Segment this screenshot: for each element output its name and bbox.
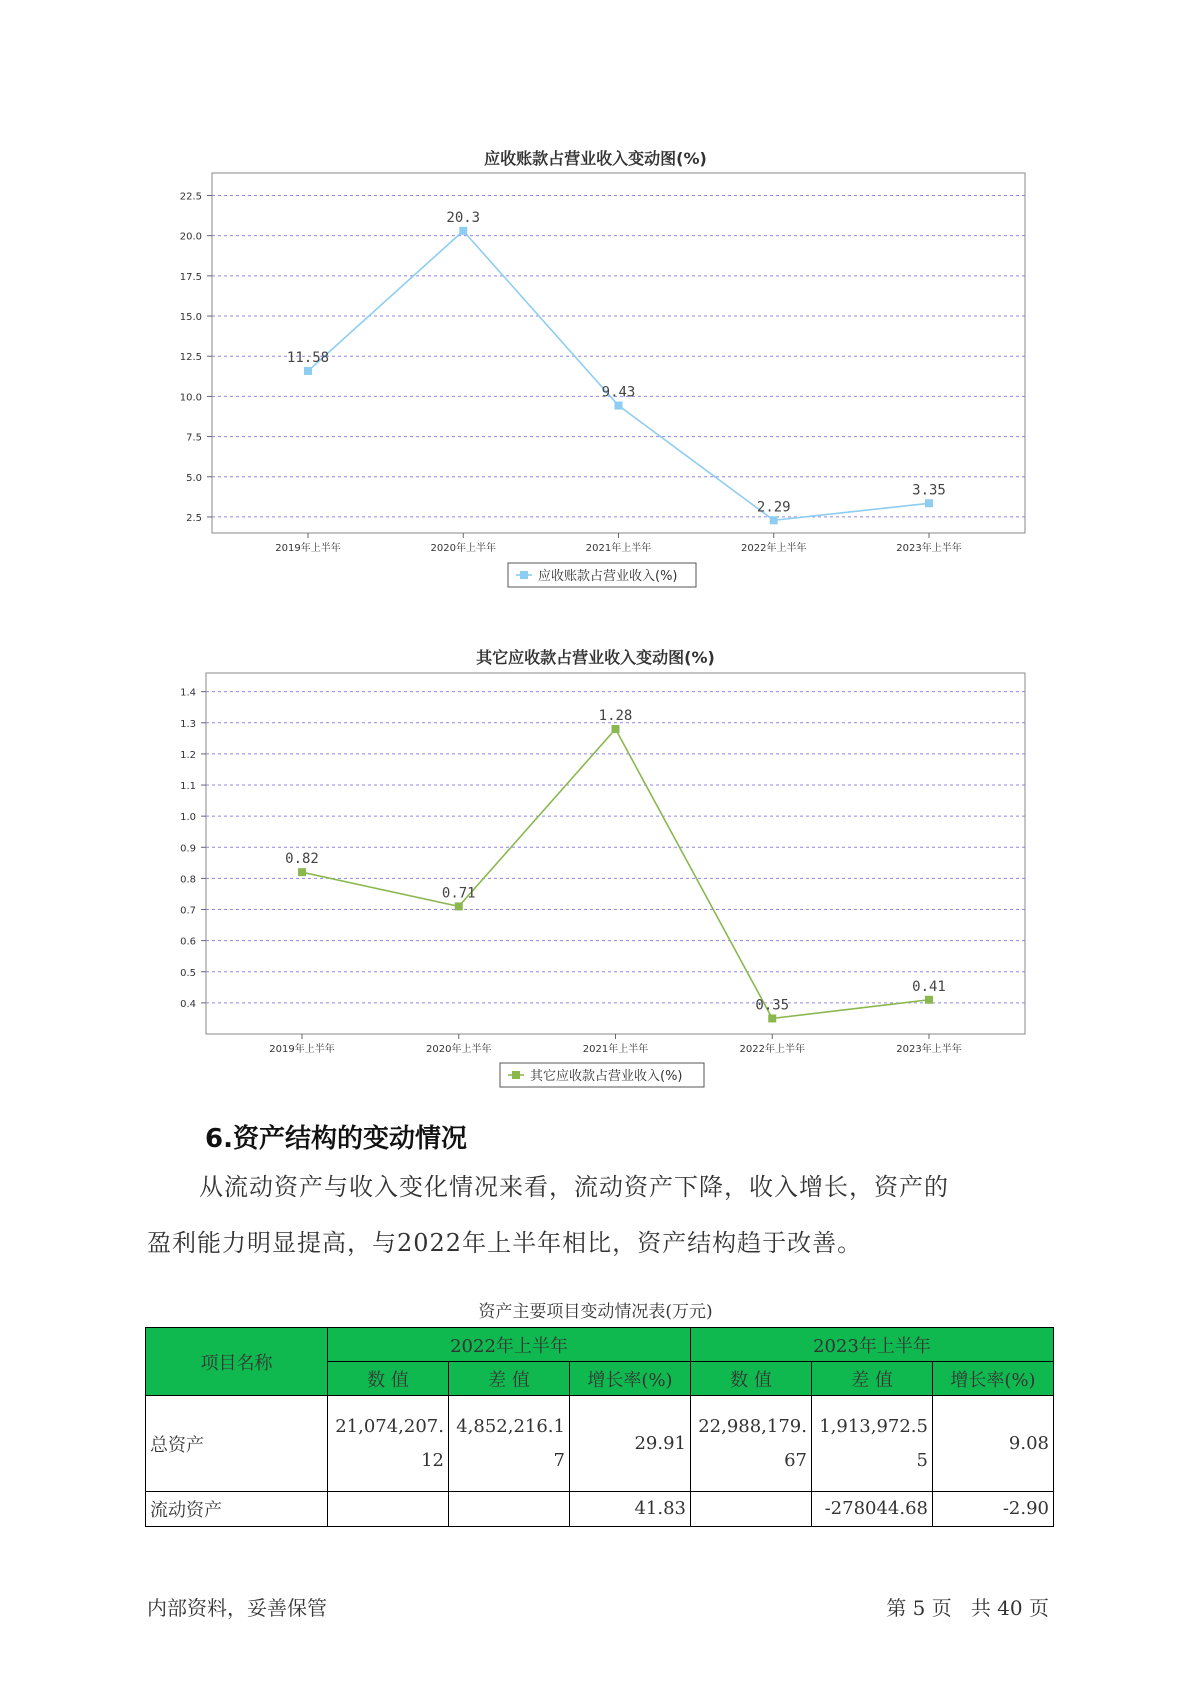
- legend-label: 应收账款占营业收入(%): [538, 569, 678, 584]
- data-label: 9.43: [601, 384, 636, 401]
- header-rate-2023: 增长率(%): [933, 1362, 1054, 1396]
- cell-rate-2022: 41.83: [570, 1492, 691, 1527]
- y-tick-label: 2.5: [186, 512, 202, 524]
- header-diff-2023: 差 值: [812, 1362, 933, 1396]
- paragraph-line-1: 从流动资产与收入变化情况来看，流动资产下降，收入增长，资产的: [199, 1173, 949, 1201]
- data-label: 0.82: [285, 851, 319, 868]
- y-tick-label: 1.4: [180, 687, 196, 699]
- header-rate-2022: 增长率(%): [570, 1362, 691, 1396]
- row-name: 总资产: [146, 1396, 328, 1492]
- y-tick-label: 10.0: [179, 392, 202, 404]
- y-tick-label: 1.2: [180, 749, 196, 761]
- paragraph-line-2: 盈利能力明显提高，与2022年上半年相比，资产结构趋于改善。: [147, 1229, 863, 1257]
- data-label: 11.58: [286, 350, 330, 366]
- header-group-2022: 2022年上半年: [328, 1328, 691, 1362]
- y-tick-label: 12.5: [179, 352, 202, 364]
- cell-diff-2023: -278044.68: [812, 1492, 933, 1527]
- y-tick-label: 0.6: [180, 936, 196, 948]
- header-value-2023: 数 值: [691, 1362, 812, 1396]
- legend-marker: [512, 1071, 520, 1079]
- x-tick-label: 2021年上半年: [582, 1044, 649, 1055]
- x-tick-label: 2021年上半年: [585, 543, 652, 554]
- plot-frame: [212, 173, 1025, 533]
- y-tick-label: 22.5: [179, 191, 202, 203]
- data-label: 20.3: [446, 209, 481, 226]
- chart2-plot: [0, 660, 1191, 1100]
- table-row: [146, 1492, 1054, 1527]
- data-label: 2.29: [756, 499, 791, 516]
- data-label: 0.41: [912, 978, 946, 995]
- section-heading: 6.资产结构的变动情况: [205, 1124, 467, 1154]
- y-tick-label: 5.0: [186, 472, 202, 484]
- data-label: 0.35: [755, 997, 790, 1014]
- x-tick-label: 2022年上半年: [741, 543, 807, 554]
- asset-table: [145, 1327, 1054, 1527]
- page-number: 第 5 页 共 40 页: [886, 1596, 1049, 1620]
- y-tick-label: 0.9: [180, 843, 196, 855]
- data-point: [459, 227, 467, 235]
- y-tick-label: 0.8: [180, 874, 196, 886]
- data-point: [455, 902, 463, 910]
- y-tick-label: 0.7: [180, 905, 196, 917]
- header-group-2023: 2023年上半年: [691, 1328, 1054, 1362]
- y-tick-label: 15.0: [179, 312, 202, 324]
- cell-diff-2023: 1,913,972.55: [812, 1396, 933, 1492]
- header-item-name: 项目名称: [146, 1328, 328, 1396]
- cell-diff-2022: [449, 1492, 570, 1527]
- x-tick-label: 2023年上半年: [896, 543, 962, 554]
- cell-value-2023: 22,988,179.67: [691, 1396, 812, 1492]
- data-point: [925, 996, 933, 1004]
- cell-rate-2023: 9.08: [933, 1396, 1054, 1492]
- chart2-title: 其它应收款占营业收入变动图(%): [476, 648, 715, 667]
- table-caption: 资产主要项目变动情况表(万元): [478, 1302, 713, 1322]
- x-tick-label: 2022年上半年: [739, 1044, 805, 1055]
- cell-diff-2022: 4,852,216.17: [449, 1396, 570, 1492]
- x-tick-label: 2020年上半年: [430, 543, 496, 554]
- y-tick-label: 1.3: [180, 718, 196, 730]
- data-point: [768, 1014, 776, 1022]
- data-point: [615, 402, 623, 410]
- cell-value-2023: [691, 1492, 812, 1527]
- data-point: [925, 499, 933, 507]
- data-point: [298, 868, 306, 876]
- y-tick-label: 20.0: [179, 231, 202, 243]
- legend-marker: [520, 571, 528, 579]
- y-tick-label: 17.5: [179, 271, 202, 283]
- header-diff-2022: 差 值: [449, 1362, 570, 1396]
- footer-note: 内部资料，妥善保管: [147, 1596, 327, 1620]
- x-tick-label: 2019年上半年: [275, 543, 341, 554]
- y-tick-label: 7.5: [186, 432, 202, 444]
- table-row: [146, 1396, 1054, 1492]
- data-point: [304, 367, 312, 375]
- cell-value-2022: 21,074,207.12: [328, 1396, 449, 1492]
- cell-value-2022: [328, 1492, 449, 1527]
- x-tick-label: 2020年上半年: [426, 1044, 492, 1055]
- y-tick-label: 0.5: [180, 967, 196, 979]
- data-point: [770, 516, 778, 524]
- cell-rate-2022: 29.91: [570, 1396, 691, 1492]
- cell-rate-2023: -2.90: [933, 1492, 1054, 1527]
- y-tick-label: 0.4: [180, 998, 196, 1010]
- chart1-plot: [0, 160, 1191, 600]
- data-label: 3.35: [912, 482, 946, 499]
- data-point: [612, 725, 620, 733]
- x-tick-label: 2019年上半年: [269, 1044, 335, 1055]
- data-label: 1.28: [598, 708, 633, 725]
- row-name: 流动资产: [146, 1492, 328, 1527]
- y-tick-label: 1.1: [180, 781, 196, 793]
- y-tick-label: 1.0: [180, 812, 196, 824]
- legend-label: 其它应收款占营业收入(%): [530, 1069, 683, 1084]
- header-value-2022: 数 值: [328, 1362, 449, 1396]
- x-tick-label: 2023年上半年: [896, 1044, 962, 1055]
- chart1-title: 应收账款占营业收入变动图(%): [484, 149, 707, 168]
- data-label: 0.71: [441, 885, 476, 902]
